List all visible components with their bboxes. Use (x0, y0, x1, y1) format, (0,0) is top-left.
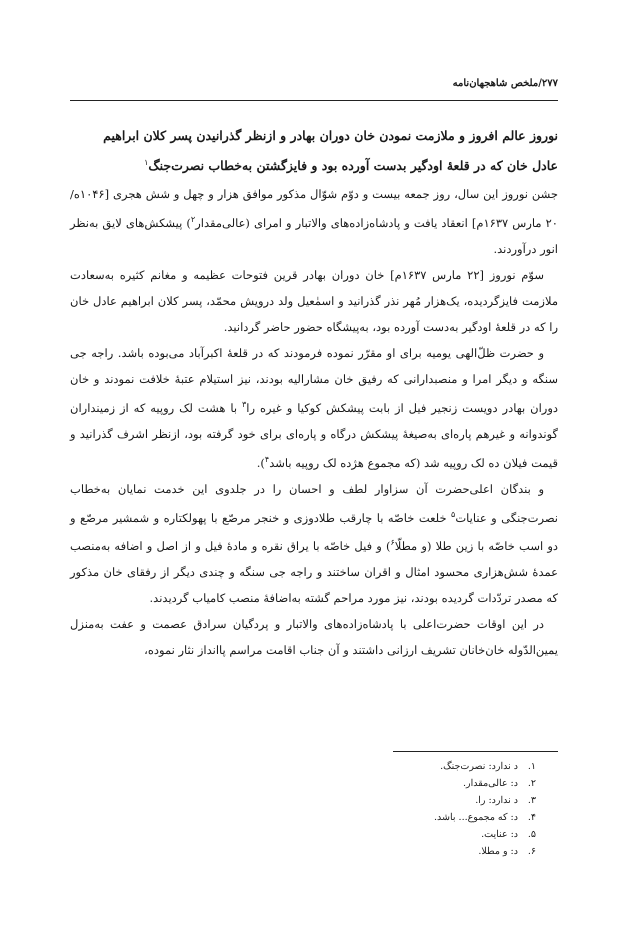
paragraph-5 (70, 611, 558, 663)
footnote-text: د: که مجموع... باشد. (434, 812, 518, 823)
footnote-ref: ۴ (264, 454, 270, 464)
heading-line-1: نوروز عالم افروز و ملازمت نمودن خان دوران بهادر و ازنظر گذرانیدن پسر کلان ابراهیم (103, 128, 558, 143)
footnote-number: ۶. (527, 846, 536, 857)
footnote-item (300, 826, 536, 843)
header-rule (70, 100, 558, 101)
paragraph-text-tail: خلعت خاصّه با چارقب طلادوزی و خنجر مرصّع با پهولکتاره و شمشیر مرصّع و دو اسب خاصّه با زین طلا (و مطلّا (70, 510, 558, 554)
paragraph-text-tail: ) پیشکش‌های لایق به‌نظر انور درآوردند. (70, 215, 558, 256)
paragraph-text: جشن نوروز این سال، روز جمعه بیست و دوّم شوّال مذکور موافق هزار و چهل و شش هجری [۱۰۴۶ه/۲۰ مارس ۱۶۳۷م] انعقاد یافت و پادشاه‌زاده‌های والاتبار و امرای (عالی‌مقدار (70, 187, 558, 230)
footnote-text: د ندارد: را. (475, 795, 518, 806)
page-content (70, 122, 558, 663)
footnote-number: ۱. (527, 761, 536, 772)
footnote-ref: ۶ (390, 538, 395, 548)
paragraph-1 (70, 181, 558, 262)
footnote-number: ۲. (527, 778, 536, 789)
footnote-text: د: عنایت. (481, 829, 518, 840)
footnote-number: ۵. (527, 829, 536, 840)
footnote-text: د ندارد: نصرت‌جنگ. (440, 761, 518, 772)
footnote-item (300, 758, 536, 775)
footnote-ref: ۳ (242, 399, 247, 409)
footnote-rule (393, 751, 558, 752)
footnote-item (300, 843, 536, 860)
footnote-number: ۴. (527, 812, 536, 823)
paragraph-text: و حضرت ظلّ‌الهی یومیه برای او مقرّر نموده فرمودند که در قلعهٔ اکبرآباد می‌بوده باشد. راجه جی سنگه و دیگر امرا و منصبدارانی که رفیق خان مشارالیه بودند، نیز استیلام عتبهٔ خلافت نمودند و خان دوران بهادر دویست زنجیر فیل از بابت پیشکش کوکیا و غیره را (70, 345, 559, 415)
paragraph-3 (70, 340, 558, 476)
paragraph-4 (70, 476, 558, 612)
paragraph-text-tail: با هشت لک روپیه که از زمینداران گوندوانه و غیرهم پاره‌ای به‌صیغهٔ پیشکش درگاه و پاره‌ای برای خود گرفته بود، ازنظر اشرف گذرانید و قیمت فیلان ده لک روپیه شد (که مجموع هژده لک روپیه باشد (70, 400, 558, 470)
paragraph-text: سوّم نوروز [۲۲ مارس ۱۶۳۷م] خان دوران بهادر قرین فتوحات عظیمه و مغانم کثیره به‌سعادت ملازمت فایزگردیده، یک‌هزار مُهر نذر گذرانید و اسمٰعیل ولد درویش محمّد، پسر کلان ابراهیم عادل خان را که در قلعهٔ اودگیر به‌دست آورده بود، به‌پیشگاه حضور حاضر گردانید. (70, 267, 558, 334)
footnotes-list (300, 758, 536, 860)
footnote-number: ۳. (527, 795, 536, 806)
footnote-ref: ۱ (144, 158, 149, 167)
section-heading (70, 122, 558, 179)
paragraph-text-tail: ). (256, 455, 265, 470)
footnote-text: د: و مطلا. (478, 846, 518, 857)
paragraph-text-tail: ) و فیل خاصّه با یراق نقره و مادهٔ فیل و از اصل و اضافه به‌منصب عمدهٔ شش‌هزاری محسود امثال و اقران ساختند و راجه جی سنگه و چندی دیگر از رفقای خان مذکور که مصدر تردّدات گردیده بودند، نیز مورد مراحم گشته به‌اضافهٔ منصب کامیاب گردیدند. (70, 539, 558, 606)
footnote-item (300, 809, 536, 826)
footnote-item (300, 792, 536, 809)
paragraph-text: در این اوقات حضرت‌اعلی با پادشاه‌زاده‌های والاتبار و پردگیان سرادق عصمت و عفت به‌منزل یمین‌الدّوله خان‌خانان تشریف ارزانی داشتند و آن جناب اقامت مراسم پاانداز نثار نموده، (70, 617, 558, 658)
footnote-item (300, 775, 536, 792)
footnote-ref: ۲ (190, 215, 196, 225)
heading-line-2: عادل خان که در قلعهٔ اودگیر بدست آورده بود و فایزگشتن به‌خطاب نصرت‌جنگ (148, 158, 558, 174)
paragraph-text: و بندگان اعلی‌حضرت آن سزاوار لطف و احسان را در جلدوی این خدمت نمایان به‌خطاب نصرت‌جنگی و عنایات (70, 481, 558, 525)
paragraph-2 (70, 262, 558, 340)
running-header: ۲۷۷/ملخص شاهجهان‌نامه (452, 78, 558, 89)
footnote-ref: ۵ (451, 509, 456, 519)
footnote-text: د: عالی‌مقدار. (463, 778, 518, 789)
